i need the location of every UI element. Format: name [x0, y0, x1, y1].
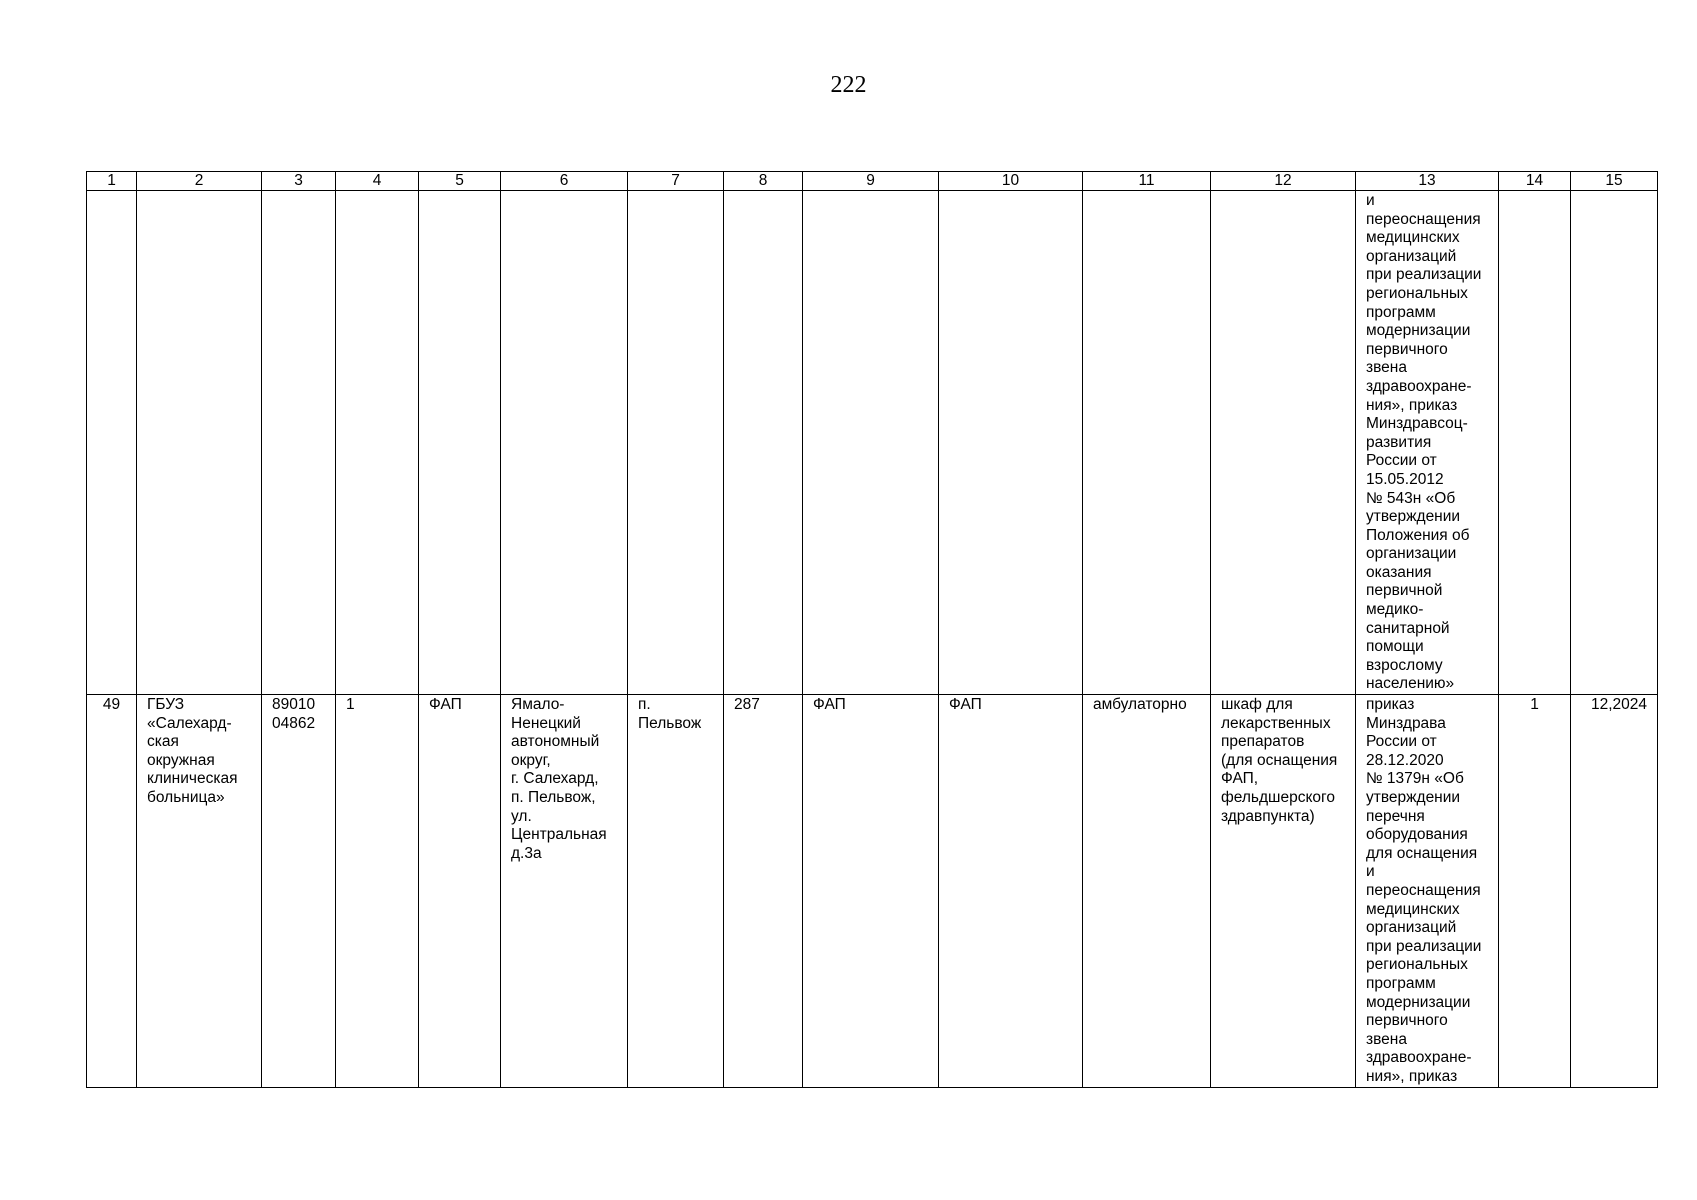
cell-text-line: автономный: [511, 733, 600, 751]
cell-text-line: первичной: [1366, 582, 1443, 600]
cell-text-line: ская: [147, 733, 179, 751]
cell-text-line: первичного: [1366, 340, 1448, 358]
table-cell: [628, 191, 724, 695]
cell-text-line: перечня: [1366, 807, 1425, 825]
column-header: 7: [628, 172, 724, 191]
cell-text-line: г. Салехард,: [511, 770, 599, 788]
cell-text-line: больница»: [147, 789, 225, 806]
cell-text-line: модернизации: [1366, 322, 1471, 340]
cell-text-line: организации: [1366, 545, 1457, 563]
column-header: 15: [1571, 172, 1658, 191]
column-header: 14: [1499, 172, 1571, 191]
cell-text-line: для оснащения: [1366, 844, 1478, 862]
column-header: 8: [724, 172, 803, 191]
cell-text-line: ния», приказ: [1366, 1067, 1458, 1085]
table-cell: [336, 191, 419, 695]
column-header: 13: [1356, 172, 1499, 191]
cell-text-line: № 543н «Об: [1366, 489, 1456, 507]
quantity-cell: 1: [1499, 695, 1571, 1087]
equipment-cell: [1211, 695, 1356, 1087]
legal-basis-cell: [1356, 695, 1499, 1087]
cell-text-line: п. Пельвож,: [511, 789, 596, 806]
cell-text-line: взрослому: [1366, 656, 1443, 674]
cell-text-line: региональных: [1366, 284, 1468, 302]
cell-text-line: округ,: [511, 751, 551, 769]
table-row-49: [87, 695, 1658, 1087]
cell-text-line: программ: [1366, 303, 1436, 321]
cell-text-line: здравпункта): [1221, 807, 1315, 825]
cell-text-line: ул.: [511, 807, 532, 825]
row-number-cell: 49: [87, 695, 137, 1087]
cell-text-line: оборудования: [1366, 826, 1468, 844]
organization-cell: [137, 695, 262, 1087]
cell-text-line: развития: [1366, 433, 1432, 451]
cell-text-line: 04862: [272, 714, 316, 732]
cell-text-line: 89010: [272, 696, 316, 714]
table-cell: [262, 191, 336, 695]
column-header: 2: [137, 172, 262, 191]
column-header: 6: [501, 172, 628, 191]
cell-text-line: первичного: [1366, 1012, 1448, 1030]
table-cell: [1499, 191, 1571, 695]
cell-text-line: медицинских: [1366, 229, 1460, 247]
cell-text-line: здравоохране-: [1366, 377, 1472, 395]
table-cell: [1211, 191, 1356, 695]
cell-text-line: Ненецкий: [511, 714, 581, 732]
column-header: 5: [419, 172, 501, 191]
cell-text-line: региональных: [1366, 956, 1468, 974]
table-cell: 1: [336, 695, 419, 1087]
table-cell: ФАП: [803, 695, 939, 1087]
settlement-cell: [628, 695, 724, 1087]
cell-text-line: при реализации: [1366, 937, 1482, 955]
cell-text-line: окружная: [147, 751, 215, 769]
cell-text-line: Минздравсоц-: [1366, 415, 1468, 433]
table-cell: [1571, 191, 1658, 695]
cell-text-line: модернизации: [1366, 993, 1471, 1011]
table-cell: 287: [724, 695, 803, 1087]
column-header: 10: [939, 172, 1083, 191]
cell-text-line: «Салехард-: [147, 714, 232, 732]
code-cell: [262, 695, 336, 1087]
cell-text-line: помощи: [1366, 638, 1424, 656]
cell-text-line: населению»: [1366, 675, 1455, 693]
cell-text-line: здравоохране-: [1366, 1049, 1472, 1067]
cell-text-line: утверждении: [1366, 789, 1461, 806]
page-number: 222: [830, 72, 867, 98]
cell-text-line: лекарственных: [1221, 714, 1331, 732]
cell-text-line: медицинских: [1366, 900, 1460, 918]
cell-text-line: России от: [1366, 452, 1437, 470]
cell-text-line: организаций: [1366, 919, 1457, 937]
column-header: 1: [87, 172, 137, 191]
cell-text-line: оказания: [1366, 563, 1432, 581]
unit-type-cell: ФАП: [419, 695, 501, 1087]
column-header: 12: [1211, 172, 1356, 191]
cell-text-line: Ямало-: [511, 696, 565, 714]
cell-text-line: и: [1366, 192, 1375, 209]
cell-text-line: России от: [1366, 733, 1437, 751]
table-cell: [419, 191, 501, 695]
column-header: 4: [336, 172, 419, 191]
cell-text-line: шкаф для: [1221, 696, 1293, 714]
table-cell: [1083, 191, 1211, 695]
table-cell: ФАП: [939, 695, 1083, 1087]
cell-text-line: звена: [1366, 359, 1407, 377]
cell-text-line: 28.12.2020: [1366, 751, 1444, 769]
table-cell: [803, 191, 939, 695]
cell-text-line: ГБУЗ: [147, 696, 185, 714]
equipment-table: [86, 171, 1658, 1088]
cell-text-line: клиническая: [147, 770, 238, 788]
cell-text-line: п.: [638, 696, 651, 714]
cell-text-line: звена: [1366, 1030, 1407, 1048]
cell-text-line: программ: [1366, 974, 1436, 992]
table-cell: [724, 191, 803, 695]
address-cell: [501, 695, 628, 1087]
cell-text-line: Положения об: [1366, 526, 1470, 544]
cell-text-line: 15.05.2012: [1366, 470, 1444, 488]
cell-text-line: д.3а: [511, 844, 542, 862]
legal-basis-cell: [1356, 191, 1499, 695]
cell-text-line: утверждении: [1366, 508, 1461, 526]
cell-text-line: препаратов: [1221, 733, 1305, 751]
cell-text-line: санитарной: [1366, 619, 1450, 637]
cell-text-line: фельдшерского: [1221, 789, 1335, 806]
cell-text-line: организаций: [1366, 247, 1457, 265]
table-header-row: [87, 172, 1658, 191]
table-cell: [87, 191, 137, 695]
table-cell: [501, 191, 628, 695]
cell-text-line: при реализации: [1366, 266, 1482, 284]
cell-text-line: № 1379н «Об: [1366, 770, 1464, 788]
cell-text-line: ФАП,: [1221, 770, 1259, 788]
column-header: 11: [1083, 172, 1211, 191]
cell-text-line: Минздрава: [1366, 714, 1446, 732]
deadline-cell: 12,2024: [1571, 695, 1658, 1087]
cell-text-line: Пельвож: [638, 714, 702, 732]
cell-text-line: (для оснащения: [1221, 751, 1338, 769]
table-row-continuation: [87, 191, 1658, 695]
table-cell: [939, 191, 1083, 695]
cell-text-line: переоснащения: [1366, 210, 1481, 228]
care-mode-cell: амбулаторно: [1083, 695, 1211, 1087]
column-header: 9: [803, 172, 939, 191]
table-cell: [137, 191, 262, 695]
cell-text-line: переоснащения: [1366, 881, 1481, 899]
cell-text-line: Центральная: [511, 826, 607, 844]
cell-text-line: и: [1366, 863, 1375, 881]
cell-text-line: ния», приказ: [1366, 396, 1458, 414]
cell-text-line: медико-: [1366, 601, 1424, 619]
cell-text-line: приказ: [1366, 696, 1415, 714]
column-header: 3: [262, 172, 336, 191]
